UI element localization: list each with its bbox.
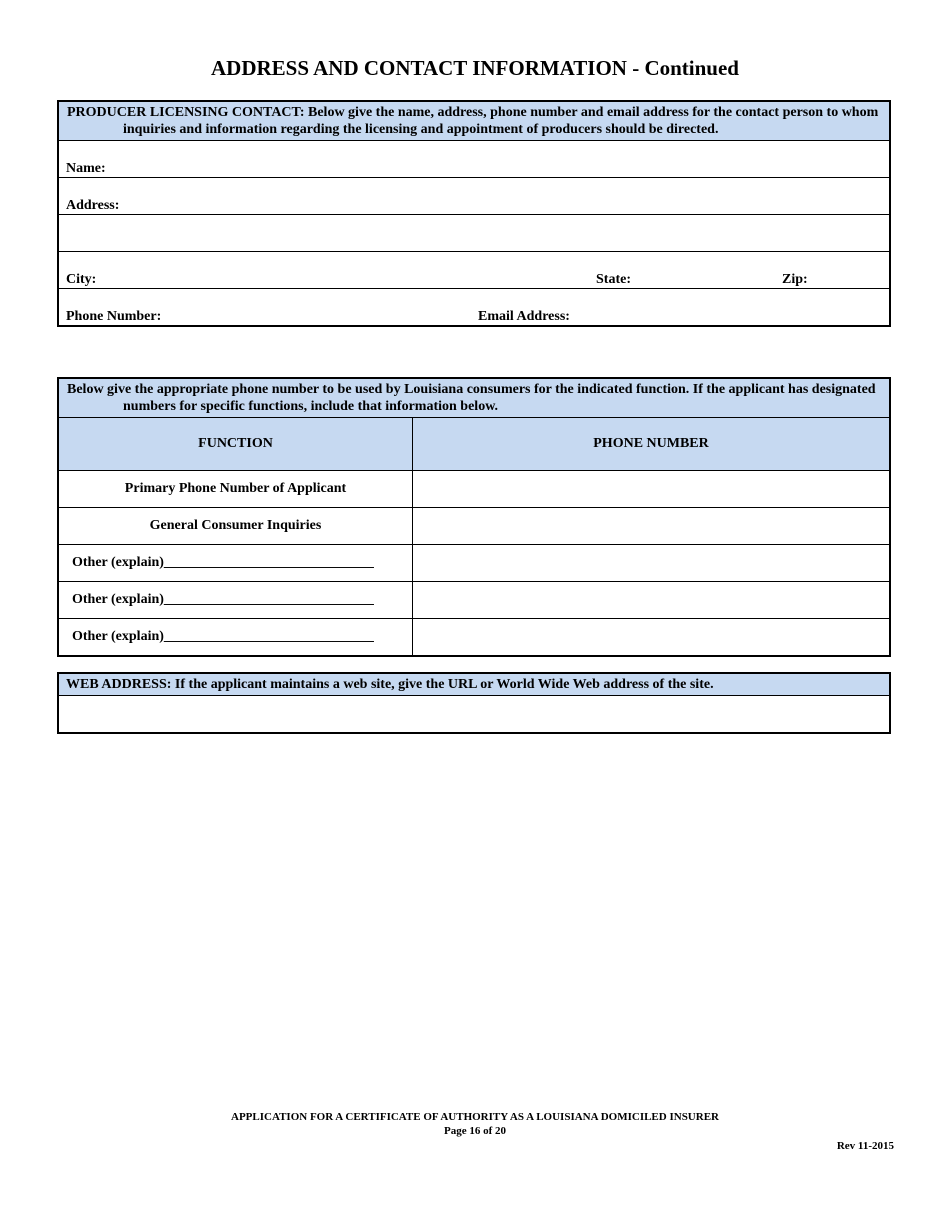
address-line-2-row[interactable] — [59, 215, 889, 252]
function-cell[interactable]: Other (explain)______________________________ — [59, 619, 413, 655]
web-address-field[interactable] — [59, 696, 889, 732]
table-row — [59, 471, 889, 508]
phone-number-field[interactable] — [413, 471, 889, 507]
consumer-phone-section — [57, 377, 891, 657]
producer-contact-section — [57, 100, 891, 327]
web-address-header: WEB ADDRESS: If the applicant maintains a web site, give the URL or World Wide Web address of the site. — [59, 674, 889, 696]
revision-label: Rev 11-2015 — [836, 1140, 894, 1152]
phone-number-label: Phone Number: — [66, 309, 162, 324]
phone-number-field[interactable] — [413, 582, 889, 618]
table-row — [59, 582, 889, 619]
city-label: City: — [66, 272, 97, 287]
email-address-label: Email Address: — [478, 309, 570, 324]
phone-number-column-header: PHONE NUMBER — [593, 436, 709, 451]
zip-label: Zip: — [782, 272, 808, 287]
web-address-section — [57, 672, 891, 734]
phone-number-field[interactable] — [413, 508, 889, 544]
table-row — [59, 545, 889, 582]
state-label: State: — [596, 272, 631, 287]
phone-table-header — [59, 418, 889, 471]
phone-number-field[interactable] — [413, 545, 889, 581]
footer-title: APPLICATION FOR A CERTIFICATE OF AUTHORITY AS A LOUISIANA DOMICILED INSURER — [231, 1111, 719, 1123]
phone-email-row[interactable] — [59, 289, 889, 325]
city-state-zip-row[interactable] — [59, 252, 889, 289]
name-row[interactable] — [59, 141, 889, 178]
function-cell[interactable]: Other (explain)______________________________ — [59, 545, 413, 581]
name-label: Name: — [66, 161, 106, 176]
consumer-phone-header: Below give the appropriate phone number to be used by Louisiana consumers for the indicated function. If the applicant has designated numbers for specific functions, include that information below. — [59, 379, 889, 418]
page-title: ADDRESS AND CONTACT INFORMATION - Continued — [211, 56, 739, 80]
address-label: Address: — [66, 198, 120, 213]
table-row — [59, 508, 889, 545]
function-cell: Primary Phone Number of Applicant — [59, 471, 413, 507]
function-column-header: FUNCTION — [59, 418, 413, 470]
address-row[interactable] — [59, 178, 889, 215]
producer-contact-header: PRODUCER LICENSING CONTACT: Below give the name, address, phone number and email address for the contact person to whom inquiries and information regarding the licensing and appointment of producers should be directed. — [59, 102, 889, 141]
page-number: Page 16 of 20 — [443, 1125, 506, 1137]
function-cell: General Consumer Inquiries — [59, 508, 413, 544]
function-cell[interactable]: Other (explain)______________________________ — [59, 582, 413, 618]
table-row — [59, 619, 889, 655]
phone-number-field[interactable] — [413, 619, 889, 655]
